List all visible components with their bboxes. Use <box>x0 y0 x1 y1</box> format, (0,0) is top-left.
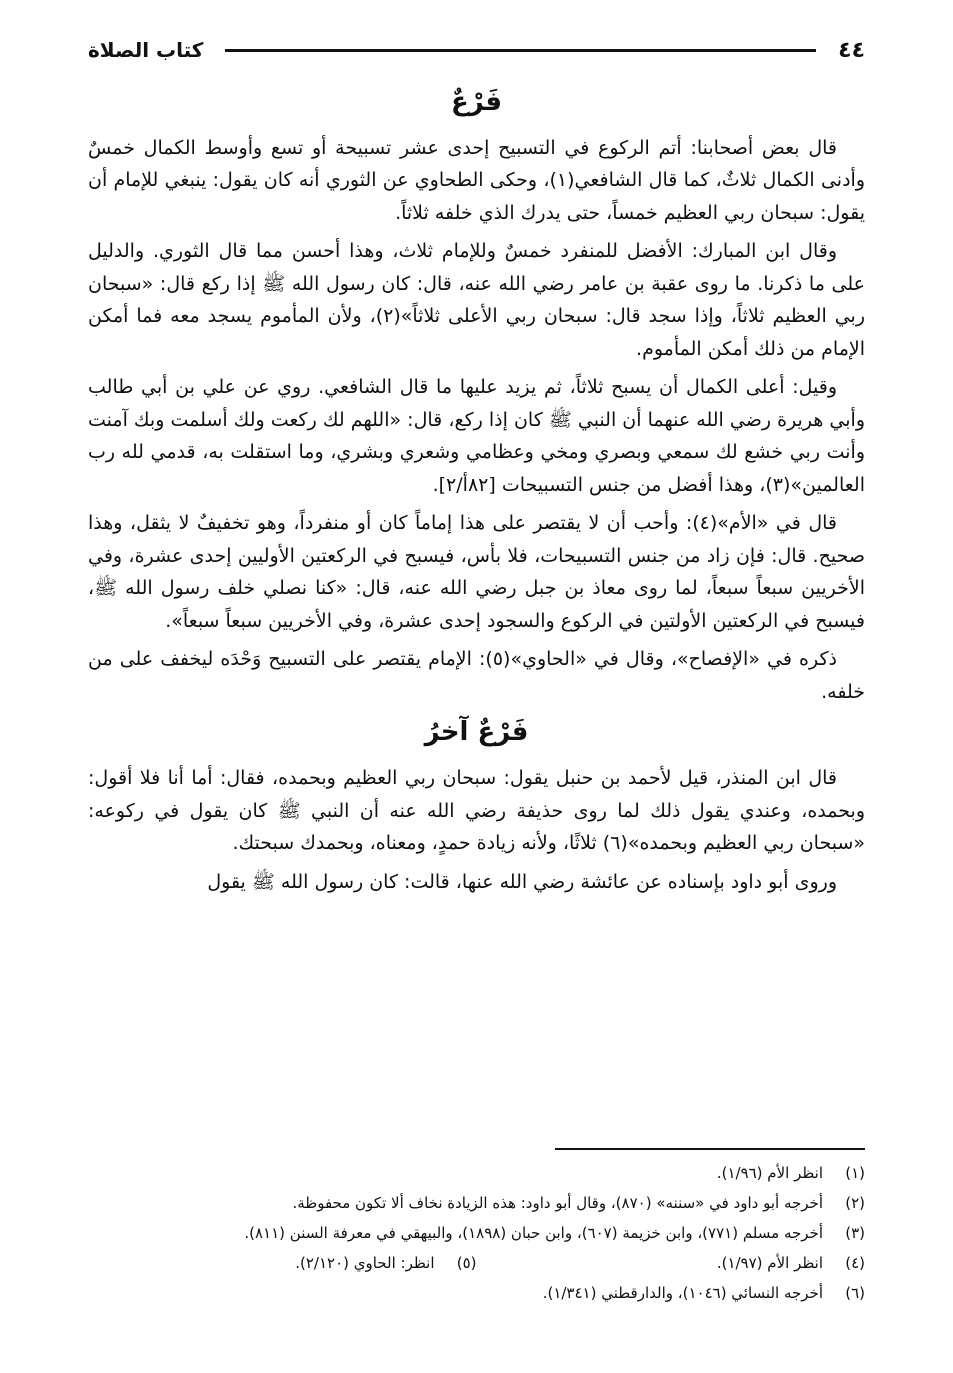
book-title: كتاب الصلاة <box>88 38 204 62</box>
footnote-number: (١) <box>845 1164 865 1182</box>
footnote <box>88 1158 865 1188</box>
paragraph: قال بعض أصحابنا: أتم الركوع في التسبيح إحدى عشر تسبيحة أو تسع وأوسط الكمال خمسٌ وأدنى الكمال ثلاثٌ، كما قال الشافعي(١)، وحكى الطحاوي عن الثوري أنه كان يقول: ينبغي للإمام أن يقول: سبحان ربي العظيم خمساً، حتى يدرك الذي خلفه ثلاثاً. <box>88 136 865 224</box>
footnote <box>88 1278 865 1308</box>
section-heading: فَرْعٌ آخرُ <box>424 717 529 748</box>
paragraph: وقيل: أعلى الكمال أن يسبح ثلاثاً، ثم يزيد عليها ما قال الشافعي. روي عن علي بن أبي طالب وأبي هريرة رضي الله عنهما أن النبي ﷺ كان إذا ركع، قال: «اللهم لك ركعت ولك أسلمت وبك آمنت وأنت ربي خشع لك سمعي وبصري ومخي وعظامي وشعري وبشري، وما استقلت به، قدمي لله رب العالمين»(٣)، وهذا أفضل من جنس التسبيحات [٨٢أ/٢]. <box>88 376 865 496</box>
section-far <box>88 86 865 708</box>
footnote-separator <box>555 1148 865 1150</box>
paragraph: ذكره في «الإفصاح»، وقال في «الحاوي»(٥): الإمام يقتصر على التسبيح وَحْدَه ليخفف على من خلفه. <box>88 648 865 703</box>
section-far-akhar <box>88 716 865 898</box>
section-heading: فَرْعٌ <box>451 87 502 117</box>
footnote-text: انظر الأم (١/٩٧). <box>716 1254 823 1272</box>
footnote <box>88 1248 477 1278</box>
footnote <box>477 1248 866 1278</box>
paragraph: وروى أبو داود بإسناده عن عائشة رضي الله عنها، قالت: كان رسول الله ﷺ يقول <box>207 870 837 893</box>
footnote-number: (٣) <box>845 1224 865 1242</box>
footnote-text: انظر الأم (١/٩٦). <box>716 1164 823 1182</box>
paragraph: قال في «الأم»(٤): وأحب أن لا يقتصر على هذا إماماً كان أو منفرداً، وهو تخفيفٌ لا يثقل، وهذا صحيح. قال: فإن زاد من جنس التسبيحات، فلا بأس، فيسبح في الركعتين الأوليين إحدى عشرة، وفي الأخريين سبعاً سبعاً، لما روى معاذ بن جبل رضي الله عنه، قال: «كنا نصلي خلف رسول الله ﷺ، فيسبح في الركعتين الأولتين في الركوع والسجود إحدى عشرة، وفي الأخريين سبعاً سبعاً». <box>88 512 865 632</box>
page-number: ٤٤ <box>838 37 865 63</box>
footnote-number: (٥) <box>456 1254 477 1272</box>
footnote-text: أخرجه النسائي (١٠٤٦)، والدارقطني (١/٣٤١). <box>542 1284 823 1302</box>
footnote-text: انظر: الحاوي (٢/١٢٠). <box>295 1254 435 1272</box>
footnote-text: أخرجه أبو داود في «سننه» (٨٧٠)، وقال أبو داود: هذه الزيادة نخاف ألا تكون محفوظة. <box>292 1194 823 1212</box>
footnotes <box>88 1158 865 1308</box>
page-header <box>88 30 865 70</box>
footnote-pair-row <box>88 1248 865 1278</box>
paragraph: قال ابن المنذر، قيل لأحمد بن حنبل يقول: سبحان ربي العظيم وبحمده، فقال: أما أنا فلا أقول: وبحمده، وعندي يقول ذلك لما روى حذيفة رضي الله عنه أن النبي ﷺ كان يقول في ركوعه: «سبحان ربي العظيم وبحمده»(٦) ثلاثًا، ولأنه زيادة حمدٍ، ومعناه، وبحمدك سبحتك. <box>88 767 865 855</box>
header-rule <box>225 49 816 52</box>
footnote-number: (٦) <box>845 1284 865 1302</box>
paragraph: وقال ابن المبارك: الأفضل للمنفرد خمسٌ وللإمام ثلاث، وهذا أحسن مما قال الثوري. والدليل على ما ذكرنا. ما روى عقبة بن عامر رضي الله عنه، قال: كان رسول الله ﷺ إذا ركع قال: «سبحان ربي العظيم ثلاثاً، وإذا سجد قال: سبحان ربي الأعلى ثلاثاً»(٢)، ولأن المأموم يسجد معه فما أمكن الإمام من ذلك أمكن المأموم. <box>88 240 865 360</box>
footnote <box>88 1218 865 1248</box>
footnote <box>88 1188 865 1218</box>
footnote-number: (٤) <box>845 1254 865 1272</box>
main-text <box>88 78 865 904</box>
footnote-number: (٢) <box>845 1194 865 1212</box>
footnote-text: أخرجه مسلم (٧٧١)، وابن خزيمة (٦٠٧)، وابن حبان (١٨٩٨)، والبيهقي في معرفة السنن (٨١١). <box>244 1224 823 1242</box>
